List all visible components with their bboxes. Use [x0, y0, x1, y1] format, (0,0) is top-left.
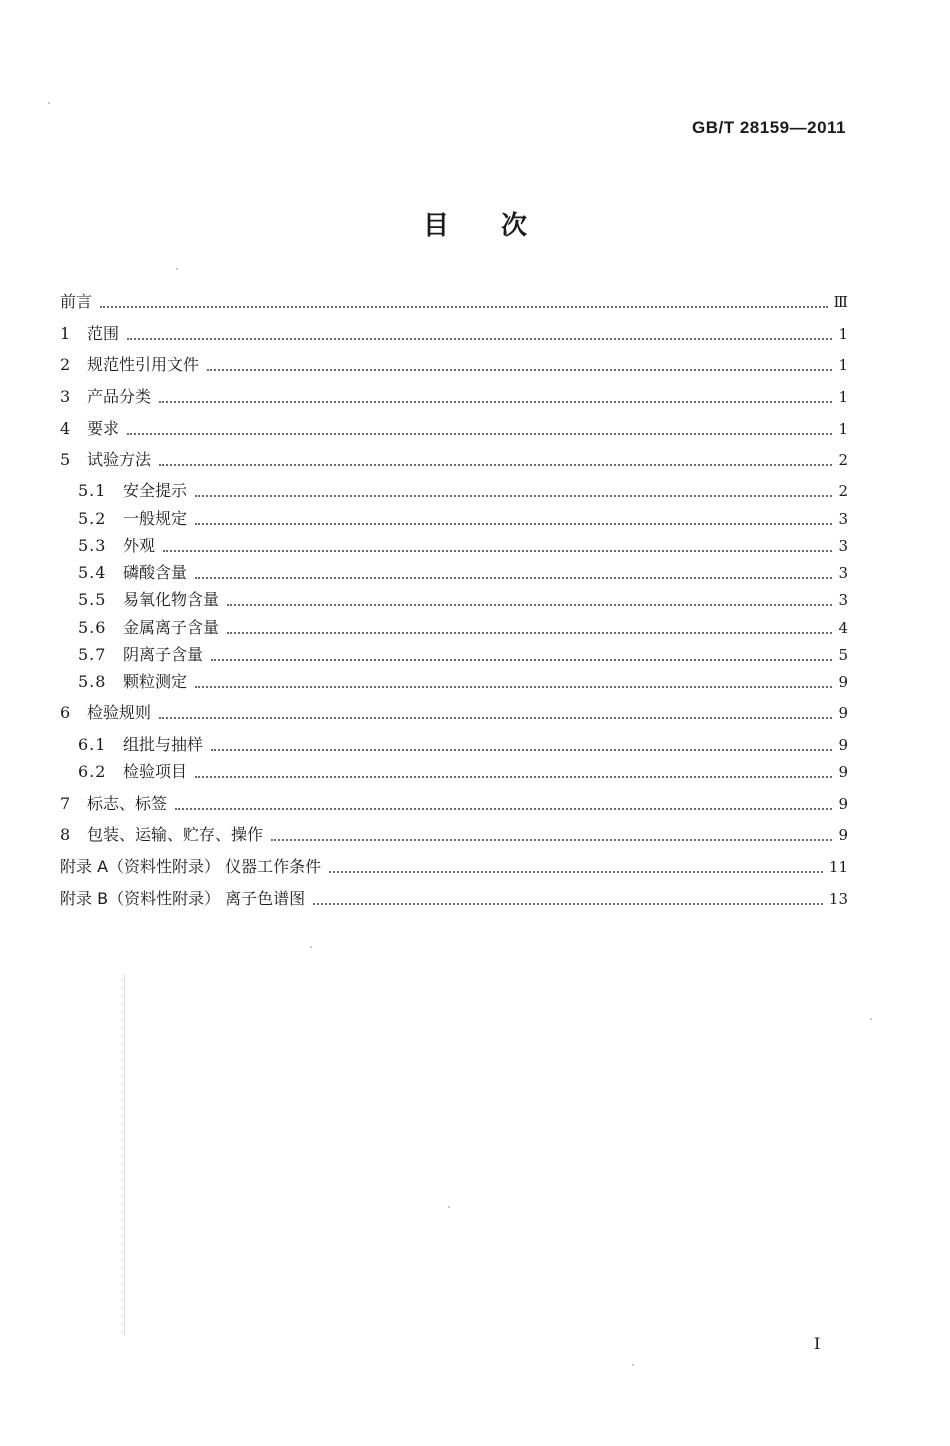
toc-entry-number: 5.8: [78, 672, 107, 691]
toc-entry: [60, 387, 848, 407]
toc-entry: [60, 419, 848, 439]
toc-leader-dots: [100, 306, 828, 308]
toc-entry-label: 要求: [87, 419, 120, 438]
toc-leader-dots: [313, 903, 823, 905]
toc-entry-number: 5.7: [78, 645, 107, 664]
toc-leader-dots: [159, 401, 832, 403]
toc-entry-label: 产品分类: [87, 387, 152, 406]
toc-entry-page: 9: [838, 795, 848, 813]
toc-leader-dots: [227, 604, 832, 606]
toc-entry-number: 5.3: [78, 536, 107, 555]
toc-leader-dots: [195, 495, 832, 497]
toc-entry: [60, 536, 848, 556]
toc-entry: [60, 481, 848, 501]
toc-leader-dots: [329, 871, 823, 873]
toc-entry-page: 5: [838, 646, 848, 664]
toc-entry: [60, 509, 848, 529]
toc-entry: [60, 292, 848, 312]
toc-entry-page: 2: [838, 451, 848, 469]
toc-entry-number: 5.5: [78, 590, 107, 609]
toc-leader-dots: [195, 776, 832, 778]
toc-leader-dots: [211, 659, 832, 661]
scan-speck: [176, 268, 178, 270]
toc-entry-page: 9: [838, 704, 848, 722]
toc-entry-page: 3: [838, 537, 848, 555]
toc-entry-label: 磷酸含量: [123, 563, 188, 582]
toc-entry-label: 组批与抽样: [123, 735, 204, 754]
toc-entry-number: 5.4: [78, 563, 107, 582]
toc-entry-page: 9: [838, 673, 848, 691]
toc-leader-dots: [159, 464, 832, 466]
toc-entry-label: 安全提示: [123, 481, 188, 500]
toc-entry-label: 附录 B（资料性附录） 离子色谱图: [60, 889, 306, 908]
toc-entry-number: 6: [60, 703, 71, 722]
toc-entry: [60, 324, 848, 344]
scan-artifact: [124, 975, 125, 1335]
toc-entry-page: 3: [838, 564, 848, 582]
toc-entry-label: 附录 A（资料性附录） 仪器工作条件: [60, 857, 322, 876]
toc-entry-page: 1: [838, 356, 848, 374]
toc-entry: [60, 645, 848, 665]
toc-leader-dots: [211, 749, 832, 751]
toc-entry-number: 6.2: [78, 762, 107, 781]
toc-entry-number: 2: [60, 355, 71, 374]
toc-entry: [60, 857, 848, 877]
toc-entry-page: 11: [828, 858, 848, 876]
toc-leader-dots: [195, 686, 832, 688]
toc-entry-number: 6.1: [78, 735, 107, 754]
toc-entry-page: 2: [838, 482, 848, 500]
toc-entry: [60, 355, 848, 375]
toc-entry-page: 9: [838, 763, 848, 781]
scan-speck: [870, 1018, 872, 1020]
toc-entry-page: 3: [838, 510, 848, 528]
toc-entry: [60, 794, 848, 814]
toc-entry-number: 4: [60, 419, 71, 438]
toc-entry-label: 范围: [87, 324, 120, 343]
toc-leader-dots: [159, 717, 832, 719]
toc-entry-number: 5.2: [78, 509, 107, 528]
toc-entry-page: 1: [838, 420, 848, 438]
toc-entry: [60, 735, 848, 755]
toc-entry-label: 标志、标签: [87, 794, 168, 813]
toc-entry-number: 5.6: [78, 618, 107, 637]
toc-entry: [60, 889, 848, 909]
toc-entry-number: 5: [60, 450, 71, 469]
toc-entry-number: 8: [60, 825, 71, 844]
toc-entry-label: 前言: [60, 292, 93, 311]
toc-leader-dots: [175, 808, 832, 810]
scan-speck: [310, 946, 312, 948]
toc-entry: [60, 762, 848, 782]
toc-entry-label: 规范性引用文件: [87, 355, 200, 374]
toc-entry-label: 外观: [123, 536, 156, 555]
toc-entry: [60, 672, 848, 692]
scan-speck: [632, 1364, 634, 1366]
toc-entry-page: 1: [838, 325, 848, 343]
toc-entry-label: 阴离子含量: [123, 645, 204, 664]
toc-entry-label: 检验规则: [87, 703, 152, 722]
toc-entry-label: 包装、运输、贮存、操作: [87, 825, 264, 844]
toc-entry-page: 1: [838, 388, 848, 406]
toc-entry-number: 5.1: [78, 481, 107, 500]
toc-entry-page: 4: [838, 619, 848, 637]
scan-speck: [448, 1206, 450, 1208]
toc-entry-label: 检验项目: [123, 762, 188, 781]
toc-entry-page: 9: [838, 826, 848, 844]
toc-entry-page: Ⅲ: [833, 293, 848, 311]
toc-leader-dots: [195, 577, 832, 579]
toc-entry: [60, 590, 848, 610]
toc-entry-label: 一般规定: [123, 509, 188, 528]
toc-leader-dots: [271, 839, 832, 841]
toc-entry-label: 金属离子含量: [123, 618, 220, 637]
toc-entry: [60, 618, 848, 638]
table-of-contents: [60, 292, 848, 912]
toc-leader-dots: [195, 523, 832, 525]
toc-entry-label: 颗粒测定: [123, 672, 188, 691]
toc-entry-label: 易氧化物含量: [123, 590, 220, 609]
toc-entry: [60, 450, 848, 470]
toc-entry-number: 3: [60, 387, 71, 406]
toc-entry: [60, 563, 848, 583]
toc-entry-page: 9: [838, 736, 848, 754]
standard-number: GB/T 28159—2011: [692, 118, 846, 137]
scan-speck: [48, 102, 50, 104]
toc-leader-dots: [207, 369, 832, 371]
toc-leader-dots: [227, 632, 832, 634]
toc-entry-label: 试验方法: [87, 450, 152, 469]
page-folio: I: [814, 1334, 821, 1353]
toc-entry: [60, 825, 848, 845]
toc-entry: [60, 703, 848, 723]
toc-entry-page: 13: [828, 890, 848, 908]
toc-entry-page: 3: [838, 591, 848, 609]
page-title: 目次: [422, 211, 579, 241]
toc-leader-dots: [127, 338, 832, 340]
toc-entry-number: 1: [60, 324, 71, 343]
toc-leader-dots: [163, 550, 832, 552]
toc-leader-dots: [127, 433, 832, 435]
toc-entry-number: 7: [60, 794, 71, 813]
